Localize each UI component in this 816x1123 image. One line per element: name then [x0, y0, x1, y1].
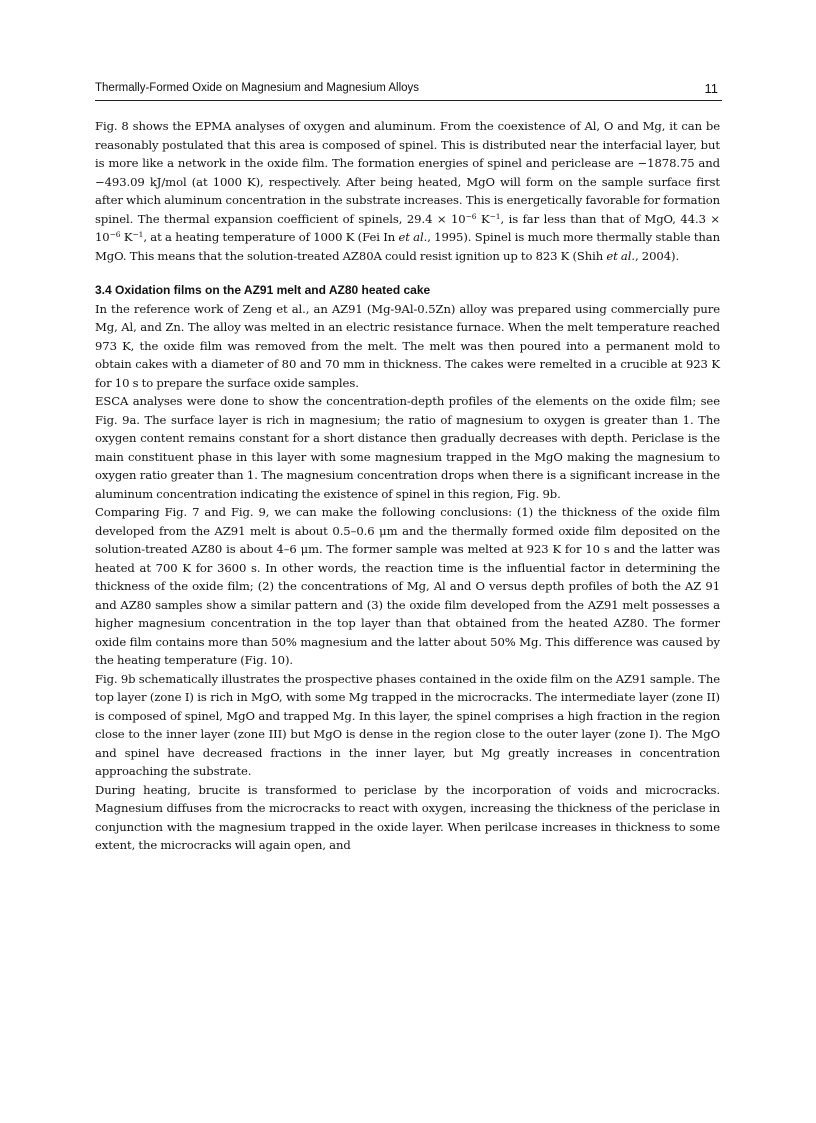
paragraph-esca-analyses: ESCA analyses were done to show the concentration-depth profiles of the elements on the oxide film; see Fig. 9a. The surface layer is rich in magnesium; the ratio of magnesium to oxygen is greater than 1. The oxygen content remains constant for a short distance then gradually decreases with depth. Periclase is the main constituent phase in this layer with some magnesium trapped in the MgO making the magnesium to oxygen ratio greater than 1. The magnesium concentration drops when there is a significant increase in the aluminum concentration indicating the existence of spinel in this region, Fig. 9b. [95, 394, 720, 501]
section-heading: 3.4 Oxidation films on the AZ91 melt and AZ80 heated cake [95, 283, 431, 297]
running-header [95, 80, 722, 101]
paragraph-epma: Fig. 8 shows the EPMA analyses of oxygen and aluminum. From the coexistence of Al, O and Mg, it can be reasonably postulated that this area is composed of spinel. This is distributed near the interfacial layer, but is more like a network in the oxide film. The formation energies of spinel and periclease are −1878.75 and −493.09 kJ/mol (at 1000 K), respectively. After being heated, MgO will form on the sample surface first after which aluminum concentration in the substrate increases. This is energetically favorable for formation spinel. The thermal expansion coefficient of spinels, $29.4 \times 10^{-6}$ $K^{-1}$, is far less than that of MgO, $44.3 \times 10^{-6}$ $K^{-1}$, at a heating temperature of 1000 K (Fei In et al., 1995). Spinel is much more thermally stable than MgO. This means that the solution-treated AZ80A could resist ignition up to 823 K (Shih et al., 2004). [95, 119, 721, 263]
page-number: 11 [704, 81, 718, 96]
running-title: Thermally-Formed Oxide on Magnesium and Magnesium Alloys [95, 82, 420, 94]
paragraph-zeng-reference: In the reference work of Zeng et al., an AZ91 (Mg-9Al-0.5Zn) alloy was prepared using commercially pure Mg, Al, and Zn. The alloy was melted in an electric resistance furnace. When the melt temperature reached 973 K, the oxide film was removed from the melt. The melt was then poured into a permanent mold to obtain cakes with a diameter of 80 and 70 mm in thickness. The cakes were remelted in a crucible at 923 K for 10 s to prepare the surface oxide samples. [95, 301, 720, 390]
paragraph-heating: During heating, brucite is transformed to periclase by the incorporation of voids and microcracks. Magnesium diffuses from the microcracks to react with oxygen, increasing the thickness of the periclase in conjunction with the magnesium trapped in the oxide layer. When perilcase increases in thickness to some extent, the microcracks will again open, and [95, 782, 720, 852]
paragraph-comparison: Comparing Fig. 7 and Fig. 9, we can make the following conclusions: (1) the thickness of the oxide film developed from the AZ91 melt is about 0.5–0.6 μm and the thermally formed oxide film deposited on the solution-treated AZ80 is about 4–6 μm. The former sample was melted at 923 K for 10 s and the latter was heated at 700 K for 3600 s. In other words, the reaction time is the influential factor in determining the thickness of the oxide film; (2) the concentrations of Mg, Al and O versus depth profiles of both the AZ 91 and AZ80 samples show a similar pattern and (3) the oxide film developed from the AZ91 melt possesses a higher magnesium concentration in the top layer than that obtained from the heated AZ80. The former oxide film contains more than 50% magnesium and the latter about 50% Mg. This difference was caused by the heating temperature (Fig. 10). [95, 505, 720, 667]
paragraph-phases: Fig. 9b schematically illustrates the prospective phases contained in the oxide film on the AZ91 sample. The top layer (zone I) is rich in MgO, with some Mg trapped in the microcracks. The intermediate layer (zone II) is composed of spinel, MgO and trapped Mg. In this layer, the spinel comprises a high fraction in the region close to the inner layer (zone III) but MgO is dense in the region close to the outer layer (zone I). The MgO and spinel have decreased fractions in the inner layer, but Mg greatly increases in concentration approaching the substrate. [95, 671, 720, 778]
body-text [95, 117, 720, 855]
